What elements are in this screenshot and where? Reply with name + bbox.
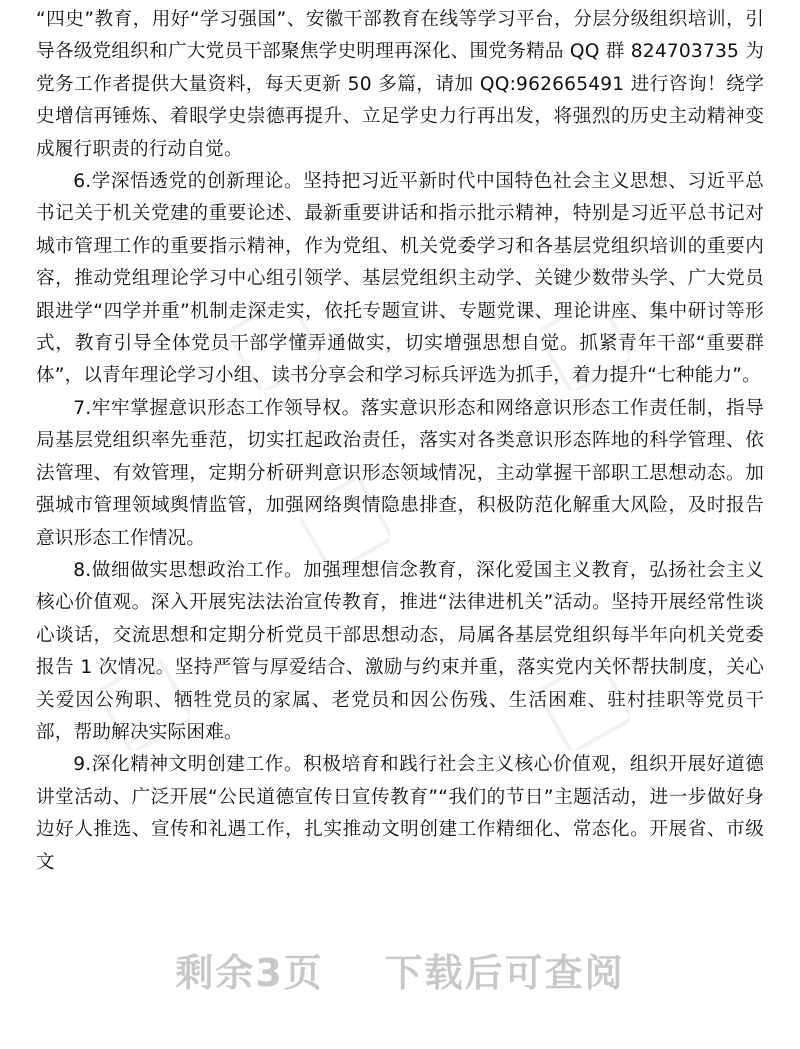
document-body [36, 4, 764, 879]
paragraph-item-7: 7.牢牢掌握意识形态工作领导权。落实意识形态和网络意识形态工作责任制，指导局基层党组织率先垂范，切实扛起政治责任，落实对各类意识形态阵地的科学管理、依法管理、有效管理，定期分析研判意识形态领域情况，主动掌握干部职工思想动态。加强城市管理领域舆情监管，加强网络舆情隐患排查，积极防范化解重大风险，及时报告意识形态工作情况。 [36, 397, 764, 549]
paragraph-item-9: 9.深化精神文明创建工作。积极培育和践行社会主义核心价值观，组织开展好道德讲堂活动、广泛开展“公民道德宣传日宣传教育”“我们的节日”主题活动，进一步做好身边好人推选、宣传和礼遇工作，扎实推动文明创建工作精细化、常态化。开展省、市级文 [36, 754, 764, 873]
paragraph-item-6: 6.学深悟透党的创新理论。坚持把习近平新时代中国特色社会主义思想、习近平总书记关于机关党建的重要论述、最新重要讲话和指示批示精神，特别是习近平总书记对城市管理工作的重要指示精神，作为党组、机关党委学习和各基层党组织培训的重要内容，推动党组理论学习中心组引领学、基层党组织主动学、关键少数带头学、广大党员跟进学“四学并重”机制走深走实，依托专题宣讲、专题党课、理论讲座、集中研讨等形式，教育引导全体党员干部学懂弄通做实，切实增强思想自觉。抓紧青年干部“重要群体”，以青年理论学习小组、读书分享会和学习标兵评选为抓手，着力提升“七种能力”。 [36, 171, 764, 387]
paragraph-item-8: 8.做细做实思想政治工作。加强理想信念教育，深化爱国主义教育，弘扬社会主义核心价值观。深入开展宪法法治宣传教育，推进“法律进机关”活动。坚持开展经常性谈心谈话，交流思想和定期分析党员干部思想动态，局属各基层党组织每半年向机关党委报告 1 次情况。坚持严管与厚爱结合、激励与约束并重，落实党内关怀帮扶制度，关心关爱因公殉职、牺牲党员的家属、老党员和因公伤残、生活困难、驻村挂职等党员干部，帮助解决实际困难。 [36, 559, 764, 743]
paragraph-continuation: “四史”教育，用好“学习强国”、安徽干部教育在线等学习平台，分层分级组织培训，引导各级党组织和广大党员干部聚焦学史明理再深化、围党务精品 QQ 群 824703735 为党务工作者提供大量资料，每天更新 50 多篇，请加 QQ:962665491 进行咨询！绕学史增信再锤炼、着眼学史崇德再提升、立足学史力行再出发，将强烈的历史主动精神变成履行职责的行动自觉。 [36, 9, 764, 160]
remaining-pages-banner[interactable]: 剩余3页 下载后可查阅 [175, 951, 625, 995]
